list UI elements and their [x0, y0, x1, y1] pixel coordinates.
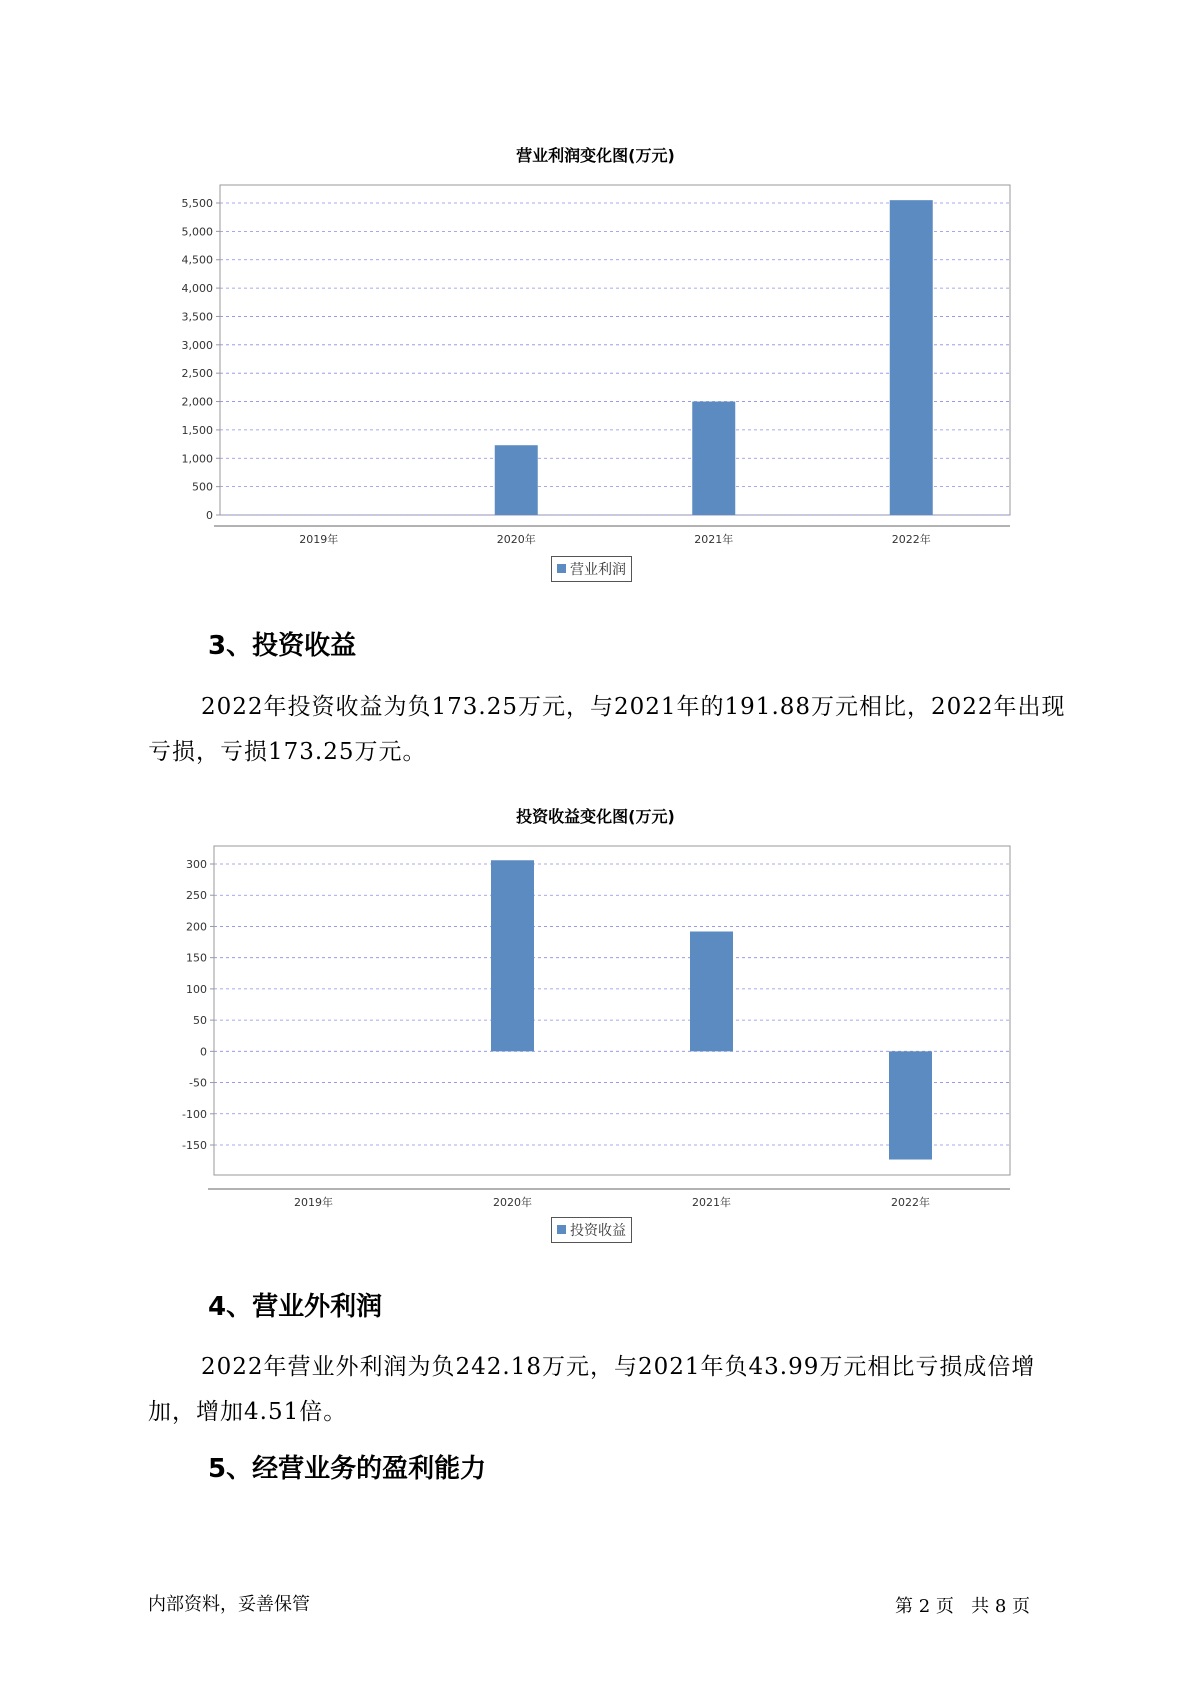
section-3-paragraph: 2022年投资收益为负173.25万元，与2021年的191.88万元相比，2022年出现亏损，亏损173.25万元。: [148, 694, 1066, 765]
bar-2020: [495, 445, 538, 515]
y-tick-label: 300: [186, 858, 207, 871]
chart2-legend: [551, 1217, 632, 1243]
x-tick-label: 2019年: [294, 1196, 333, 1209]
x-tick-label: 2020年: [493, 1196, 532, 1209]
footer-page-prefix: 第: [895, 1596, 913, 1617]
bar-2022: [890, 200, 933, 515]
x-tick-label: 2019年: [299, 533, 339, 546]
y-tick-label: 5,000: [181, 225, 213, 239]
y-tick-label: 100: [186, 982, 207, 996]
bar-2022: [889, 1051, 932, 1159]
y-tick-label: 5,500: [181, 197, 213, 210]
x-tick-label: 2022年: [891, 533, 931, 546]
chart1-title: 营业利润变化图(万元): [516, 146, 675, 165]
chart2-legend-label: 投资收益: [570, 1223, 626, 1239]
y-tick-label: 1,000: [181, 452, 213, 466]
chart2-title: 投资收益变化图(万元): [516, 807, 675, 826]
y-tick-label: 2,500: [181, 367, 213, 381]
y-tick-label: 1,500: [181, 423, 213, 437]
y-tick-label: 50: [193, 1014, 207, 1028]
y-tick-label: 500: [192, 480, 213, 494]
bar-2020: [491, 860, 534, 1051]
section-4-paragraph: 2022年营业外利润为负242.18万元，与2021年负43.99万元相比亏损成倍增加，增加4.51倍。: [148, 1354, 1036, 1425]
legend-swatch: [557, 1225, 566, 1234]
y-tick-label: -50: [189, 1076, 207, 1090]
y-tick-label: 4,000: [181, 282, 213, 296]
bar-2021: [692, 402, 735, 515]
section-4-heading: 4、营业外利润: [208, 1292, 383, 1322]
y-tick-label: 200: [186, 920, 207, 934]
bar-2021: [690, 932, 733, 1052]
section-3-heading: 3、投资收益: [208, 631, 357, 661]
y-tick-label: 150: [186, 951, 207, 965]
chart2-investment-income: [0, 840, 1191, 1240]
footer-total-prefix: 共: [971, 1596, 990, 1617]
y-tick-label: 2,000: [181, 395, 213, 409]
x-tick-label: 2021年: [694, 533, 734, 546]
footer-confidential-note: 内部资料，妥善保管: [148, 1594, 310, 1615]
y-tick-label: 0: [206, 509, 213, 522]
chart1-legend: [551, 556, 632, 582]
y-tick-label: 250: [186, 889, 207, 903]
section-5-heading: 5、经营业务的盈利能力: [208, 1454, 487, 1484]
x-tick-label: 2021年: [692, 1196, 731, 1209]
legend-swatch: [557, 564, 566, 573]
y-tick-label: -150: [182, 1139, 207, 1152]
footer-page-mid: 页: [935, 1596, 954, 1617]
footer-total-suffix: 页: [1012, 1596, 1031, 1617]
y-tick-label: -100: [182, 1107, 207, 1121]
footer-page-indicator: [895, 1592, 1030, 1618]
chart1-legend-label: 营业利润: [570, 562, 626, 578]
y-tick-label: 3,500: [181, 310, 213, 324]
footer-page-number: 2: [918, 1596, 931, 1617]
y-tick-label: 0: [200, 1045, 207, 1059]
footer-total-pages: 8: [994, 1596, 1007, 1617]
x-tick-label: 2022年: [891, 1196, 930, 1209]
y-tick-label: 4,500: [181, 253, 213, 267]
x-tick-label: 2020年: [496, 533, 536, 546]
y-tick-label: 3,000: [181, 338, 213, 352]
